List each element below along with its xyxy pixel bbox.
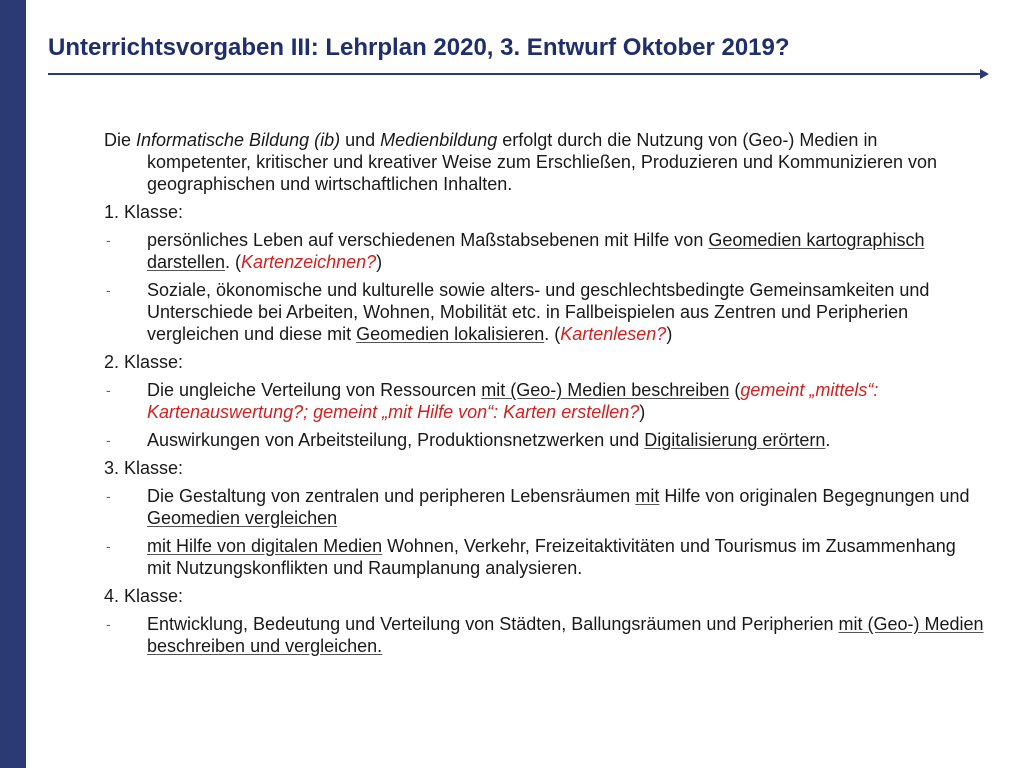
dash-bullet-icon: - — [106, 488, 111, 504]
dash-bullet-icon: - — [106, 382, 111, 398]
title-divider — [48, 73, 982, 75]
grade-2-heading: 2. Klasse: — [104, 352, 184, 372]
slide-body — [104, 129, 984, 663]
grade-1-heading: 1. Klasse: — [104, 202, 184, 222]
grade-2-item-2: - Auswirkungen von Arbeitsteilung, Produktionsnetzwerken und Digitalisierung erörtern. — [106, 430, 831, 450]
dash-bullet-icon: - — [106, 616, 111, 632]
slide-sidebar — [0, 0, 26, 768]
grade-3-item-2: - mit Hilfe von digitalen Medien Wohnen, Verkehr, Freizeitaktivitäten und Tourismus im Zusammenhang mit Nutzungskonflikten und Raumplanung analysieren. — [106, 536, 956, 578]
slide-title: Unterrichtsvorgaben III: Lehrplan 2020, 3. Entwurf Oktober 2019? — [48, 34, 790, 61]
dash-bullet-icon: - — [106, 432, 111, 448]
arrow-right-icon — [980, 69, 989, 79]
grade-1-item-1: - persönliches Leben auf verschiedenen Maßstabsebenen mit Hilfe von Geomedien kartographisch darstellen. (Kartenzeichnen?) — [106, 230, 925, 272]
grade-4-heading: 4. Klasse: — [104, 586, 184, 606]
grade-3-heading: 3. Klasse: — [104, 458, 184, 478]
intro-paragraph: Die Informatische Bildung (ib) und Medienbildung erfolgt durch die Nutzung von (Geo-) Medien in kompetenter, kritischer und kreativer Weise zum Erschließen, Produzieren und Kommunizieren von geographischen und wirtschaftlichen Inhalten. — [104, 130, 938, 194]
grade-1-item-2: - Soziale, ökonomische und kulturelle sowie alters- und geschlechtsbedingte Gemeinsamkeiten und Unterschiede bei Arbeiten, Wohnen, Mobilität etc. in Fallbeispielen aus Zentren und Peripherien vergleichen und diese mit Geomedien lokalisieren. (Kartenlesen?) — [106, 280, 930, 344]
grade-4-item-1: - Entwicklung, Bedeutung und Verteilung von Städten, Ballungsräumen und Peripherien mit (Geo-) Medien beschreiben und vergleichen. — [106, 614, 984, 656]
dash-bullet-icon: - — [106, 538, 111, 554]
dash-bullet-icon: - — [106, 232, 111, 248]
dash-bullet-icon: - — [106, 282, 111, 298]
grade-2-item-1: - Die ungleiche Verteilung von Ressourcen mit (Geo-) Medien beschreiben (gemeint „mittels“: Kartenauswertung?; gemeint „mit Hilfe von“: Karten erstellen?) — [106, 380, 879, 422]
grade-3-item-1: - Die Gestaltung von zentralen und peripheren Lebensräumen mit Hilfe von originalen Begegnungen und Geomedien vergleichen — [106, 486, 970, 528]
